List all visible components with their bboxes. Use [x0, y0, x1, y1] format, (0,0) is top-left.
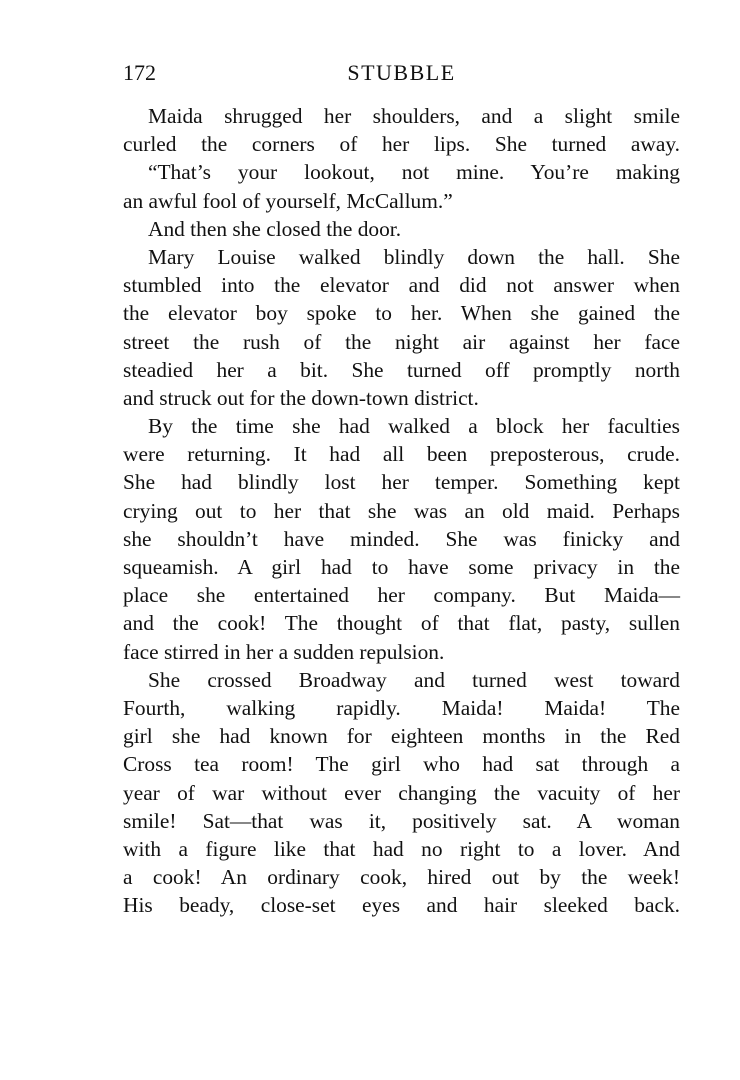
text-line: street the rush of the night air against her face: [123, 329, 680, 354]
text-line: and struck out for the down-town district.: [123, 385, 479, 410]
running-title: STUBBLE: [347, 60, 456, 85]
text-line: smile! Sat—that was it, positively sat. A woman: [123, 808, 680, 833]
text-line: squeamish. A girl had to have some privacy in the: [123, 555, 680, 579]
text-line: and the cook! The thought of that flat, pasty, sullen: [123, 611, 680, 636]
text-line: an awful fool of yourself, McCallum.”: [123, 188, 453, 213]
text-line: Mary Louise walked blindly down the hall. She: [148, 244, 680, 269]
text-line: By the time she had walked a block her faculties: [148, 414, 680, 439]
text-line: the elevator boy spoke to her. When she gained the: [123, 301, 680, 326]
text-line: girl she had known for eighteen months in the Red: [123, 724, 680, 749]
text-line: Cross tea room! The girl who had sat through a: [123, 752, 680, 777]
text-line: a cook! An ordinary cook, hired out by the week!: [123, 865, 680, 890]
body-text: [123, 102, 680, 919]
page-number: 172: [123, 60, 156, 85]
text-line: Maida shrugged her shoulders, and a slight smile: [148, 104, 680, 128]
text-line: were returning. It had all been preposterous, crude.: [123, 442, 680, 467]
text-line: curled the corners of her lips. She turned away.: [123, 132, 680, 157]
running-head: [123, 58, 680, 92]
text-line: face stirred in her a sudden repulsion.: [123, 639, 445, 664]
text-line: with a figure like that had no right to a lover. And: [123, 836, 680, 861]
text-line: His beady, close-set eyes and hair sleeked back.: [123, 893, 680, 918]
text-line: she shouldn’t have minded. She was finicky and: [123, 526, 680, 551]
text-line: She had blindly lost her temper. Something kept: [123, 470, 680, 495]
text-line: And then she closed the door.: [148, 216, 402, 241]
text-line: “That’s your lookout, not mine. You’re making: [148, 160, 680, 185]
text-line: stumbled into the elevator and did not answer when: [123, 273, 680, 298]
text-line: place she entertained her company. But Maida—: [123, 583, 680, 608]
text-line: Fourth, walking rapidly. Maida! Maida! The: [123, 695, 680, 720]
text-line: crying out to her that she was an old maid. Perhaps: [123, 498, 680, 523]
text-line: steadied her a bit. She turned off promptly north: [123, 357, 680, 382]
text-line: She crossed Broadway and turned west toward: [148, 667, 680, 692]
text-line: year of war without ever changing the vacuity of her: [123, 780, 680, 805]
